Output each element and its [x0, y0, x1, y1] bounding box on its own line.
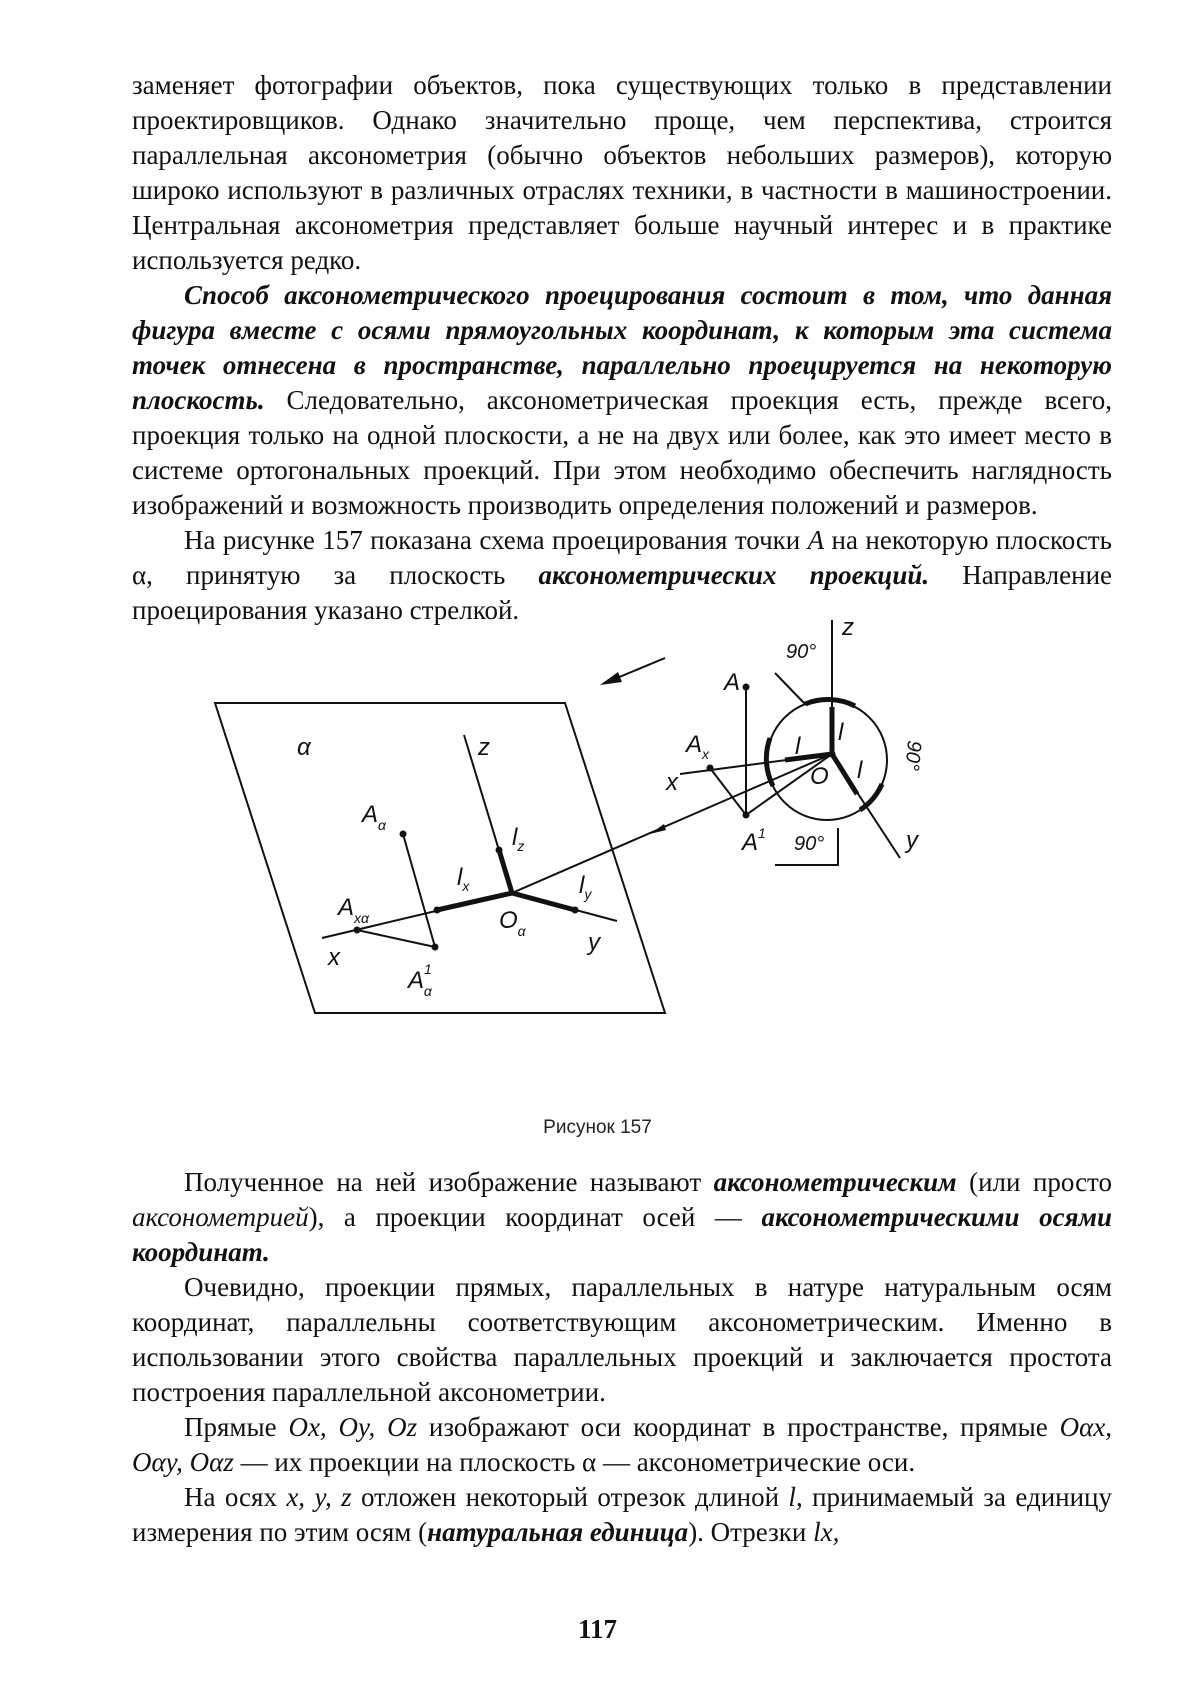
text-run: натуральная единица: [427, 1517, 689, 1547]
text-run: отложен некоторый отрезок длиной: [351, 1482, 789, 1512]
label-x-space: x: [666, 769, 678, 796]
text-run: На осях: [184, 1482, 287, 1512]
label-l-3: l: [857, 757, 863, 784]
paragraph-p7: [132, 1480, 1112, 1550]
text-run: Ox, Oy, Oz: [288, 1412, 418, 1442]
label-alpha: α: [297, 734, 311, 761]
text-run: l: [788, 1482, 796, 1512]
paragraph-p6: [132, 1410, 1112, 1480]
label-ax: [684, 731, 710, 762]
dot-o: [829, 751, 836, 758]
text-run: Oαx, Oαy, Oαz: [132, 1412, 1112, 1477]
label-o-alpha-sub: α: [517, 923, 526, 939]
text-run: А: [807, 525, 825, 555]
text-run: x, y, z: [286, 1482, 352, 1512]
label-l-1: l: [795, 733, 801, 760]
figure-157: [220, 614, 1130, 1120]
paragraph-p4: [132, 1165, 1112, 1270]
label-o-alpha: [499, 907, 527, 939]
angle-bracket-top: [775, 673, 805, 704]
text-run: — их проекции на плоскость α — аксонометрические оси.: [233, 1447, 916, 1477]
text-run: заменяет фотографии объектов, пока существующих только в представлении проектировщиков. Однако значительно проще, чем перспектива, строится параллельная аксонометрия (обычно объектов небольших размеров), которую широко используют в различных отраслях техники, в частности в машиностроении. Центральная аксонометрия представляет больше научный интерес и в практике используется редко.: [132, 70, 1112, 275]
paragraph-p3: [132, 523, 1112, 628]
label-a1-sup: 1: [758, 825, 766, 841]
text-run: ). Отрезки: [688, 1517, 814, 1547]
label-ax-sub: x: [702, 746, 710, 762]
text-run: Направление проецирования указано стрелкой.: [132, 560, 1113, 625]
dot-a1-alpha: [432, 944, 439, 951]
label-a1-main: A: [742, 829, 759, 856]
axonometry-diagram: [220, 614, 1130, 1120]
label-a1-alpha-sup: 1: [424, 961, 432, 977]
text-run: изображают оси координат в пространстве, прямые: [417, 1412, 1060, 1442]
dot-axa: [354, 927, 361, 934]
label-y-plane: y: [588, 929, 600, 956]
plane-alpha: [215, 703, 665, 1013]
text-block-top: [132, 68, 1112, 628]
dot-ax: [707, 765, 714, 772]
projection-arrow-mid: [650, 824, 666, 834]
label-ly-sub: y: [584, 886, 592, 902]
text-run: , принимаемый за единицу измерения по этим осям (: [132, 1482, 1112, 1547]
paragraph-p2: [132, 278, 1112, 523]
dot-a: [743, 684, 750, 691]
segment-lz: [499, 850, 512, 893]
text-run: на некоторую плоскость α, принятую за плоскость: [132, 525, 1112, 590]
label-o-space: O: [810, 763, 829, 790]
label-axa-main: A: [338, 894, 355, 921]
label-lz-main: l: [512, 824, 518, 851]
line-axa-a1: [357, 930, 435, 947]
label-angle-top: 90°: [786, 641, 817, 663]
label-o-alpha-main: O: [499, 907, 518, 934]
label-y-space: y: [906, 827, 918, 854]
label-a1-alpha-main: A: [408, 967, 425, 994]
label-a1-alpha-sub: α: [423, 983, 432, 999]
label-axa: [336, 894, 370, 926]
text-run: Прямые: [184, 1412, 289, 1442]
text-run: lx,: [813, 1517, 840, 1547]
label-l-2: l: [838, 719, 844, 746]
label-lx: [457, 864, 470, 894]
dot-a1: [743, 812, 750, 819]
page-number: 117: [577, 1614, 617, 1644]
dot-a-alpha: [400, 831, 407, 838]
dot-ly-end: [572, 907, 579, 914]
label-ly-main: l: [579, 872, 585, 899]
label-a-alpha-sub: α: [378, 817, 386, 833]
label-x-plane: x: [328, 944, 340, 971]
label-axa-sub: xα: [354, 910, 369, 926]
text-run: аксонометрией: [132, 1202, 309, 1232]
figure-caption: Рисунок 157: [543, 1117, 652, 1138]
segment-ly: [512, 893, 575, 910]
text-run: аксонометрическими осями координат.: [132, 1202, 1113, 1267]
text-run: Способ аксонометрического проецирования состоит в том, что данная фигура вместе с осями прямоугольных координат, к которым эта система точек отнесена в пространстве, параллельно проецируется на некоторую плоскость.: [132, 280, 1112, 415]
text-run: аксонометрических проекций.: [538, 560, 930, 590]
text-run: ), а проекции координат осей —: [308, 1202, 762, 1232]
label-a-alpha-main: A: [362, 801, 379, 828]
text-run: (или просто: [956, 1167, 1112, 1197]
label-z-space: z: [842, 614, 854, 641]
text-run: Следовательно, аксонометрическая проекция есть, прежде всего, проекция только на одной плоскости, а не на двух или более, как это имеет место в системе ортогональных проекций. При этом необходимо обеспечить наглядность изображений и возможность производить определения положений и размеров.: [132, 385, 1112, 520]
direction-arrow-head: [600, 672, 622, 685]
text-block-bottom: [132, 1165, 1112, 1550]
text-run: Полученное на ней изображение называют: [184, 1167, 714, 1197]
text-run: На рисунке 157 показана схема проецирования точки: [184, 525, 808, 555]
label-a1: [740, 825, 766, 856]
label-lx-main: l: [457, 864, 463, 891]
label-lx-sub: x: [462, 878, 470, 894]
label-angle-bottom: 90°: [794, 833, 825, 855]
label-lz-sub: z: [517, 838, 525, 854]
text-run: Очевидно, проекции прямых, параллельных в натуре натуральным осям координат, параллельны соответствующим аксонометрическим. Именно в использовании этого свойства параллельных проекций и заключается простота построения параллельной аксонометрии.: [132, 1272, 1112, 1407]
label-a1-alpha: [406, 961, 433, 999]
paragraph-p1: [132, 68, 1112, 278]
label-ax-main: A: [686, 731, 703, 758]
label-a-alpha: [360, 801, 387, 833]
arc-arrow-right: [860, 784, 882, 810]
label-lz: [512, 824, 524, 854]
segment-l-y: [832, 754, 857, 794]
label-angle-right: 90°: [900, 739, 925, 772]
paragraph-p5: [132, 1270, 1112, 1410]
arc-arrow-top: [805, 699, 855, 706]
dot-lx-end: [434, 907, 441, 914]
label-a-space: A: [724, 669, 741, 696]
line-a-alpha-vertical: [403, 834, 435, 947]
label-ly: [579, 872, 592, 902]
text-run: аксонометрическим: [713, 1167, 957, 1197]
label-z-plane: z: [478, 734, 490, 761]
dot-lz-end: [496, 847, 503, 854]
line-ax-a1: [710, 768, 746, 815]
